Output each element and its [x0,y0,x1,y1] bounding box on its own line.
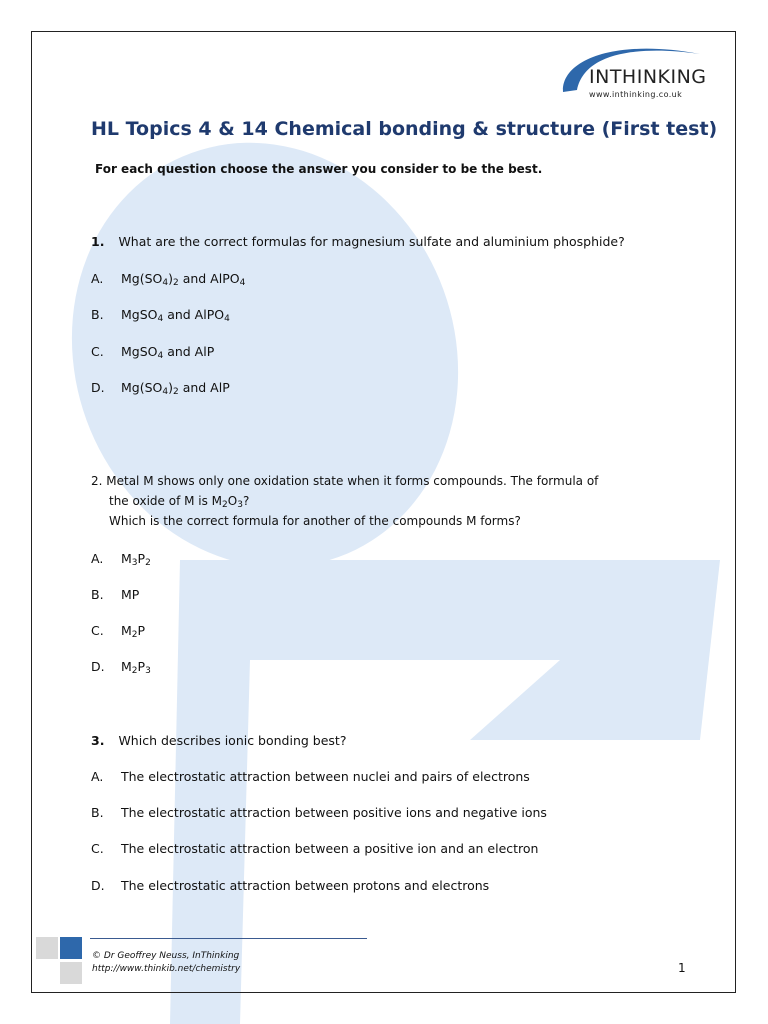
footer-divider [90,938,367,939]
option-letter: A. [91,769,104,784]
option-text: The electrostatic attraction between protons and electrons [120,878,490,893]
option-text: The electrostatic attraction between a positive ion and an electron [120,841,539,856]
q2-option-d: D. $M_2P_3$ [91,659,151,676]
q2-option-a: A. $M_3P_2$ [91,551,151,568]
q1-option-a: A. $Mg(SO_4)_2$ and AlPO$_4$ [91,271,246,288]
question-number: 1. [91,234,105,249]
footer-url: http://www.thinkib.net/chemistry [92,964,241,974]
inthinking-logo [555,40,705,106]
option-letter: B. [91,587,104,602]
option-letter: C. [91,841,104,856]
page-title: HL Topics 4 & 14 Chemical bonding & structure (First test) [91,118,718,140]
question-text: Which describes ionic bonding best? [118,733,347,748]
option-letter: B. [91,307,104,322]
footer-decor-square [60,962,82,984]
logo-url: www.inthinking.co.uk [589,90,683,99]
option-letter: A. [91,551,104,566]
logo-wordmark: INTHINKING [589,66,707,88]
q3-option-a [91,769,530,784]
option-text: The electrostatic attraction between nuclei and pairs of electrons [120,769,530,784]
q1-option-c: C. MgSO$_4$ and AlP [91,344,215,361]
instructions: For each question choose the answer you consider to be the best. [95,162,543,176]
option-letter: D. [91,878,105,893]
q3-option-b [91,805,547,820]
question-text: 2. Metal M shows only one oxidation state when it forms compounds. The formula of [91,474,599,488]
footer-copyright: © Dr Geoffrey Neuss, InThinking [92,951,240,961]
option-letter: C. [91,344,104,359]
q3-option-d [91,878,489,893]
option-text: The electrostatic attraction between positive ions and negative ions [120,805,547,820]
q1-option-d: D. $Mg(SO_4)_2$ and AlP [91,380,230,397]
question-number: 3. [91,733,105,748]
q2-option-c: C. $M_2P$ [91,623,146,640]
q3-option-c [91,841,538,856]
question-text-line3: Which is the correct formula for another of the compounds M forms? [109,514,521,528]
option-letter: D. [91,659,105,674]
question-2 [91,471,598,531]
q1-option-b: B. MgSO$_4$ and AlPO$_4$ [91,307,230,324]
option-letter: A. [91,271,104,286]
page-number: 1 [678,961,686,975]
q2-option-b: B. MP [91,587,140,602]
question-text-line2: the oxide of M is $M_2O_3$? [109,494,250,510]
question-1 [91,234,625,249]
footer-decor-square [60,937,82,959]
option-letter: B. [91,805,104,820]
option-letter: C. [91,623,104,638]
footer-decor-square [36,937,58,959]
question-3 [91,733,346,748]
option-letter: D. [91,380,105,395]
question-text: What are the correct formulas for magnesium sulfate and aluminium phosphide? [118,234,625,249]
